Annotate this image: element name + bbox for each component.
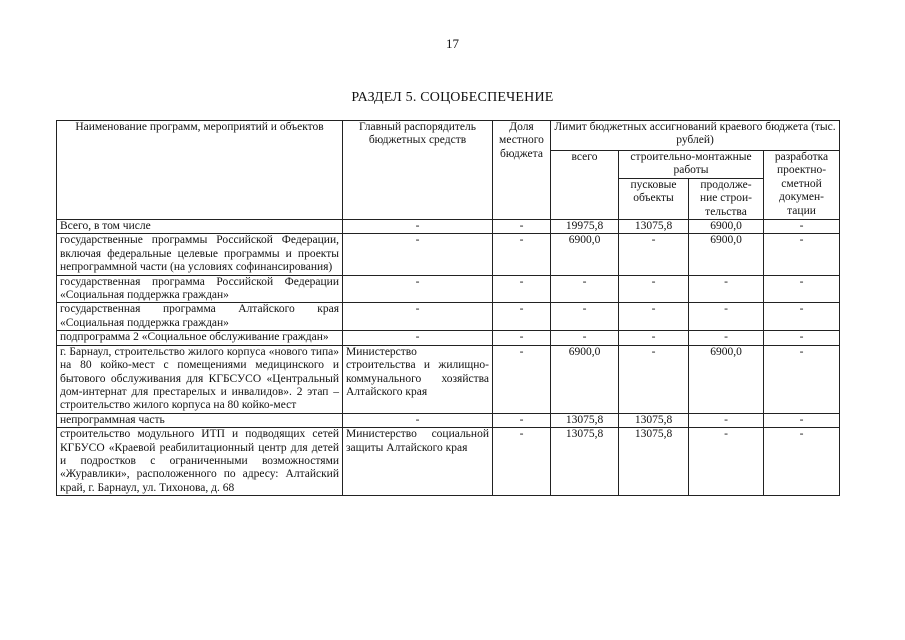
row-total: - [551, 331, 619, 345]
table-header [57, 121, 840, 220]
header-distributor: Главный распорядитель бюджетных средств [343, 121, 493, 220]
row-distributor: - [343, 234, 493, 275]
row-local-share: - [493, 220, 551, 234]
table-row [57, 275, 840, 303]
row-continuing: 6900,0 [689, 234, 764, 275]
row-startup: - [619, 303, 689, 331]
row-name: государственные программы Российской Федерации, включая федеральные целевые программы и проекты непрограммной части (на условиях софинансирования) [57, 234, 343, 275]
header-continuing: продолже-ние строи-тельства [689, 178, 764, 219]
row-name: государственная программа Российской Федерации «Социальная поддержка граждан» [57, 275, 343, 303]
header-local-share: Доля местного бюджета [493, 121, 551, 220]
section-title: РАЗДЕЛ 5. СОЦОБЕСПЕЧЕНИЕ [351, 90, 554, 105]
table-row [57, 234, 840, 275]
row-design: - [764, 234, 840, 275]
row-name: строительство модульного ИТП и подводящих сетей КГБУСО «Краевой реабилитационный центр для детей и подростков с ограниченными возможностями «Журавлики», расположенного по адресу: Алтайский край, г. Барнаул, ул. Тихонова, д. 68 [57, 428, 343, 496]
budget-table [56, 120, 840, 496]
row-name: Всего, в том числе [57, 220, 343, 234]
row-local-share: - [493, 331, 551, 345]
row-startup: - [619, 331, 689, 345]
row-design: - [764, 428, 840, 496]
row-local-share: - [493, 345, 551, 413]
row-distributor: - [343, 413, 493, 427]
row-startup: - [619, 275, 689, 303]
row-startup: 13075,8 [619, 413, 689, 427]
header-total: всего [551, 151, 619, 220]
row-design: - [764, 345, 840, 413]
row-continuing: 6900,0 [689, 345, 764, 413]
row-local-share: - [493, 303, 551, 331]
row-total: 13075,8 [551, 428, 619, 496]
row-total: 6900,0 [551, 345, 619, 413]
row-startup: 13075,8 [619, 220, 689, 234]
row-name: государственная программа Алтайского края «Социальная поддержка граждан» [57, 303, 343, 331]
row-continuing: - [689, 275, 764, 303]
row-local-share: - [493, 234, 551, 275]
table-body [57, 220, 840, 496]
row-total: - [551, 303, 619, 331]
table-row [57, 220, 840, 234]
table-row [57, 331, 840, 345]
row-continuing: - [689, 303, 764, 331]
row-startup: - [619, 234, 689, 275]
row-distributor: - [343, 275, 493, 303]
row-startup: 13075,8 [619, 428, 689, 496]
table-row [57, 303, 840, 331]
header-construction: строительно-монтажные работы [619, 151, 764, 179]
row-continuing: - [689, 428, 764, 496]
row-design: - [764, 331, 840, 345]
row-design: - [764, 275, 840, 303]
row-total: 6900,0 [551, 234, 619, 275]
row-distributor: Министерство строительства и жилищно-коммунального хозяйства Алтайского края [343, 345, 493, 413]
header-design: разработка проектно-сметной докумен-тации [764, 151, 840, 220]
header-startup: пусковые объекты [619, 178, 689, 219]
table-row [57, 345, 840, 413]
row-continuing: 6900,0 [689, 220, 764, 234]
row-distributor: Министерство социальной защиты Алтайского края [343, 428, 493, 496]
row-continuing: - [689, 331, 764, 345]
table-row [57, 428, 840, 496]
row-design: - [764, 413, 840, 427]
header-limit: Лимит бюджетных ассигнований краевого бюджета (тыс. рублей) [551, 121, 840, 151]
row-name: подпрограмма 2 «Социальное обслуживание граждан» [57, 331, 343, 345]
table-row [57, 413, 840, 427]
row-local-share: - [493, 275, 551, 303]
row-name: непрограммная часть [57, 413, 343, 427]
row-startup: - [619, 345, 689, 413]
row-total: - [551, 275, 619, 303]
row-total: 19975,8 [551, 220, 619, 234]
row-continuing: - [689, 413, 764, 427]
header-name: Наименование программ, мероприятий и объектов [57, 121, 343, 220]
row-total: 13075,8 [551, 413, 619, 427]
row-distributor: - [343, 331, 493, 345]
row-local-share: - [493, 413, 551, 427]
row-distributor: - [343, 220, 493, 234]
row-design: - [764, 303, 840, 331]
row-local-share: - [493, 428, 551, 496]
row-design: - [764, 220, 840, 234]
row-name: г. Барнаул, строительство жилого корпуса «нового типа» на 80 койко-мест с помещениями медицинского и бытового обслуживания для КГБСУСО «Центральный дом-интернат для престарелых и инвалидов». 2 этап – строительство жилого корпуса на 80 койко-мест [57, 345, 343, 413]
page-number: 17 [446, 36, 459, 51]
row-distributor: - [343, 303, 493, 331]
